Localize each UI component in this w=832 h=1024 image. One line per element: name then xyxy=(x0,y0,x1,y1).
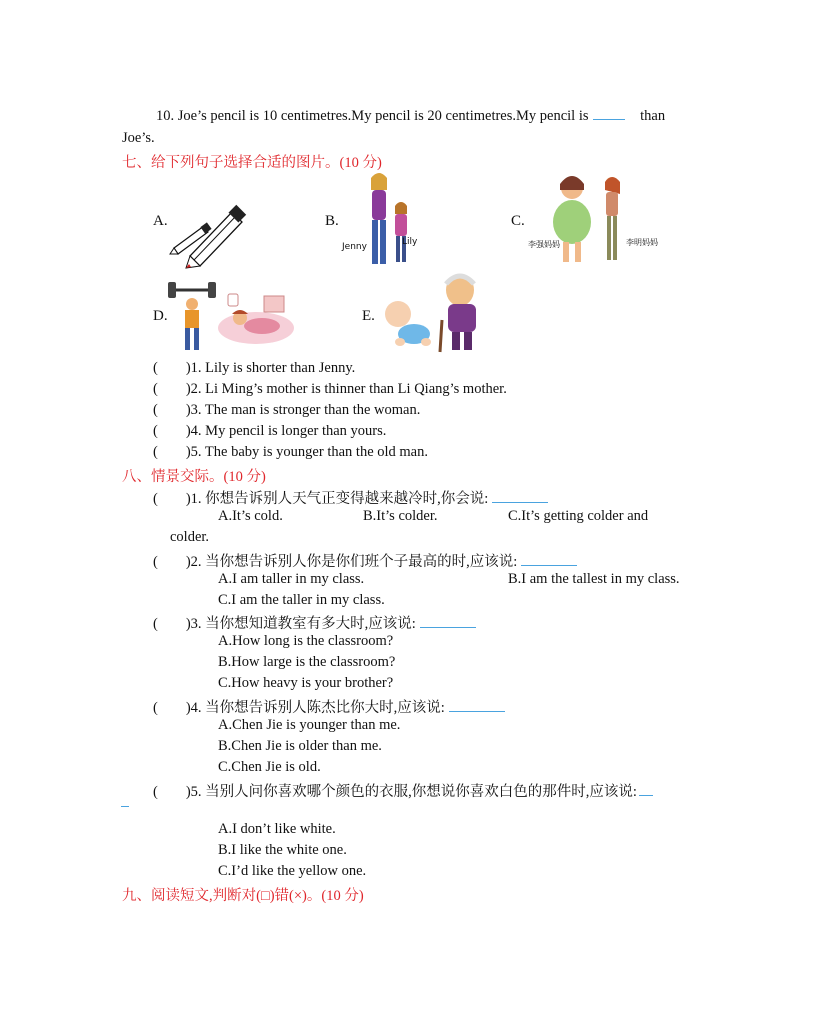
s8-q1-option-b: B.It’s colder. xyxy=(363,508,438,524)
s8-q1-option-c-cont: colder. xyxy=(170,529,210,545)
baby-figure xyxy=(385,301,431,346)
s8-q5-option-c: C.I’d like the yellow one. xyxy=(218,863,367,879)
option-a-label: A. xyxy=(153,213,168,229)
section-9-title: 九、阅读短文,判断对(□)错(×)。(10 分) xyxy=(122,888,364,904)
question-10-line1: 10. Joe’s pencil is 10 centimetres.My pencil is 20 centimetres.My pencil is than xyxy=(156,108,666,124)
answer-blank[interactable] xyxy=(521,565,577,566)
s7-item-2: ( )2. Li Ming’s mother is thinner than Li Qiang’s mother. xyxy=(153,381,507,397)
s7-item-3: ( )3. The man is stronger than the woman. xyxy=(153,402,421,418)
old-man-figure xyxy=(440,274,476,352)
pencils-image xyxy=(168,204,248,270)
jenny-figure xyxy=(371,173,387,264)
s8-q1: ( )1. 你想告诉别人天气正变得越来越冷时,你会说: xyxy=(153,487,548,508)
s8-q1-option-c: C.It’s getting colder and xyxy=(508,508,649,524)
s8-q2-option-a: A.I am taller in my class. xyxy=(218,571,365,587)
question-10-line2: Joe’s. xyxy=(122,130,155,146)
s7-item-1: ( )1. Lily is shorter than Jenny. xyxy=(153,360,356,376)
s8-q2: ( )2. 当你想告诉别人你是你们班个子最高的时,应该说: xyxy=(153,550,577,571)
section-7-title: 七、给下列句子选择合适的图片。(10 分) xyxy=(122,155,382,171)
answer-blank[interactable] xyxy=(639,795,653,796)
s8-q4-option-c: C.Chen Jie is old. xyxy=(218,759,321,775)
s8-q3: ( )3. 当你想知道教室有多大时,应该说: xyxy=(153,612,476,633)
option-d-label: D. xyxy=(153,308,168,324)
s8-q3-option-a: A.How long is the classroom? xyxy=(218,633,394,649)
jenny-and-lily-image xyxy=(355,168,425,270)
s8-q4-option-b: B.Chen Jie is older than me. xyxy=(218,738,382,754)
option-c-label: C. xyxy=(511,213,525,229)
answer-blank[interactable] xyxy=(593,119,625,120)
s8-q3-option-c: C.How heavy is your brother? xyxy=(218,675,394,691)
two-mothers-image xyxy=(548,170,638,268)
s8-q5-option-b: B.I like the white one. xyxy=(218,842,347,858)
s7-item-4: ( )4. My pencil is longer than yours. xyxy=(153,423,387,439)
s7-item-5: ( )5. The baby is younger than the old man. xyxy=(153,444,428,460)
option-e-label: E. xyxy=(362,308,375,324)
s8-q5: ( )5. 当别人问你喜欢哪个颜色的衣服,你想说你喜欢白色的那件时,应该说: xyxy=(153,780,653,801)
s8-q4-option-a: A.Chen Jie is younger than me. xyxy=(218,717,401,733)
lily-caption: Lily xyxy=(402,237,418,247)
strong-man-and-woman-image xyxy=(166,276,298,356)
answer-blank-continuation[interactable] xyxy=(121,806,129,807)
weightlifter-figure xyxy=(168,282,216,350)
answer-blank[interactable] xyxy=(420,627,476,628)
section-8-title: 八、情景交际。(10 分) xyxy=(122,469,266,485)
s8-q2-option-b: B.I am the tallest in my class. xyxy=(508,571,680,587)
li-qiang-mother-caption: 李强妈妈 xyxy=(528,240,560,249)
answer-blank[interactable] xyxy=(492,502,548,503)
s8-q1-option-a: A.It’s cold. xyxy=(218,508,283,524)
li-ming-mother-caption: 李明妈妈 xyxy=(626,238,658,247)
answer-blank[interactable] xyxy=(449,711,505,712)
jenny-caption: Jenny xyxy=(342,242,367,252)
s8-q2-option-c: C.I am the taller in my class. xyxy=(218,592,385,608)
s8-q3-option-b: B.How large is the classroom? xyxy=(218,654,396,670)
baby-and-old-man-image xyxy=(376,270,490,354)
lily-figure xyxy=(395,202,407,262)
thin-mother-figure xyxy=(605,177,620,260)
option-b-label: B. xyxy=(325,213,339,229)
s8-q5-option-a: A.I don’t like white. xyxy=(218,821,336,837)
s8-q4: ( )4. 当你想告诉别人陈杰比你大时,应该说: xyxy=(153,696,505,717)
sleeping-woman-figure xyxy=(218,294,294,344)
